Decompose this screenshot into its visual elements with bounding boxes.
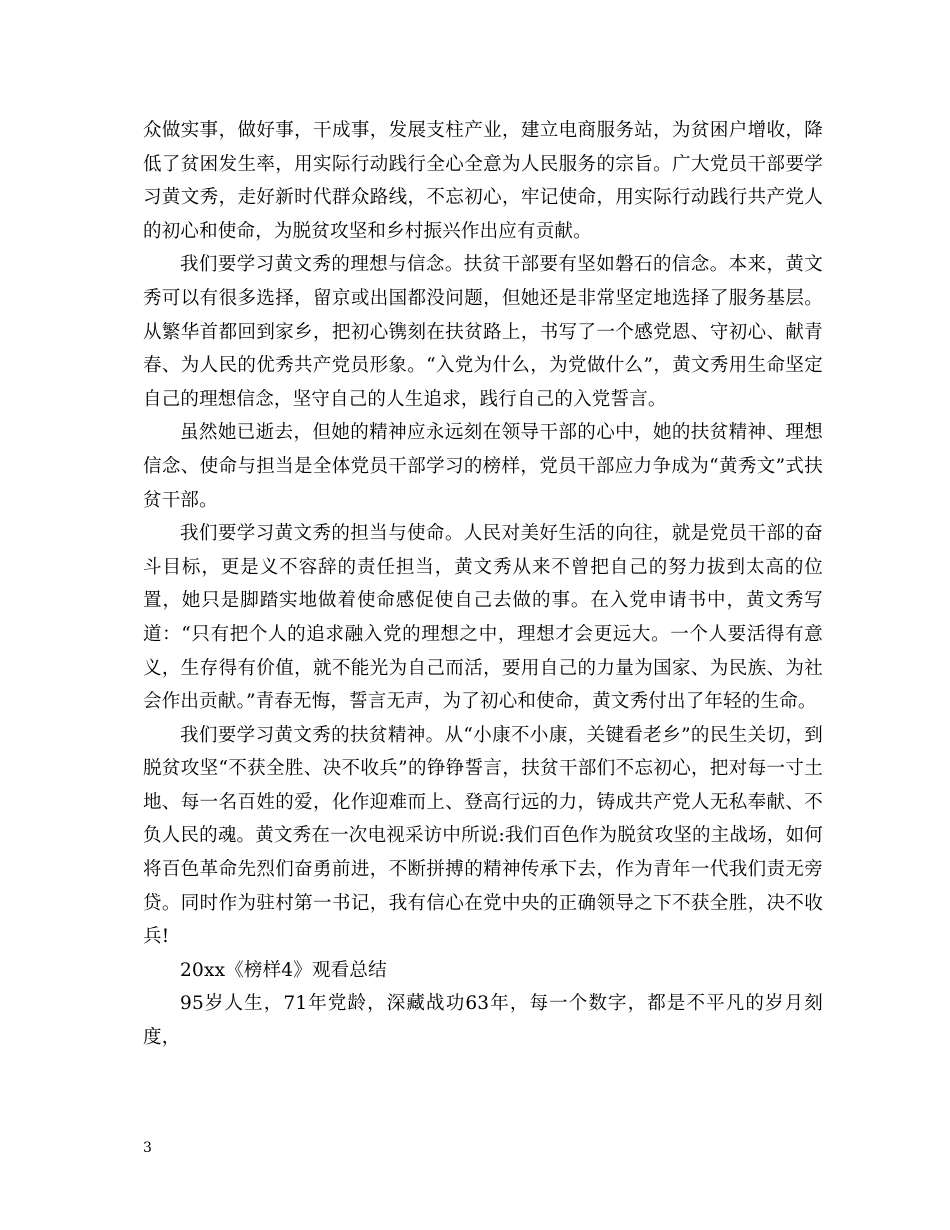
document-body	[143, 114, 823, 1055]
paragraph-ideals-and-beliefs: 我们要学习黄文秀的理想与信念。扶贫干部要有坚如磐石的信念。本来，黄文秀可以有很多选择，留京或出国都没问题，但她还是非常坚定地选择了服务基层。从繁华首都回到家乡，把初心镌刻在扶贫路上，书写了一个感党恩、守初心、献青春、为人民的优秀共产党员形象。“入党为什么，为党做什么”，黄文秀用生命坚定自己的理想信念，坚守自己的人生追求，践行自己的入党誓言。	[143, 254, 823, 410]
paragraph-poverty-alleviation-spirit: 我们要学习黄文秀的扶贫精神。从“小康不小康，关键看老乡”的民生关切，到脱贫攻坚“不获全胜、决不收兵”的铮铮誓言，扶贫干部们不忘初心，把对每一寸土地、每一名百姓的爱，化作迎难而上、登高行远的力，铸成共产党人无私奉献、不负人民的魂。黄文秀在一次电视采访中所说:我们百色作为脱贫攻坚的主战场，如何将百色革命先烈们奋勇前进，不断拼搏的精神传承下去，作为青年一代我们责无旁贷。同时作为驻村第一书记，我有信心在党中央的正确领导之下不获全胜，决不收兵!	[143, 724, 823, 948]
section-title: 20xx《榜样4》观看总结	[180, 959, 387, 981]
paragraph-legacy: 虽然她已逝去，但她的精神应永远刻在领导干部的心中，她的扶贫精神、理想信念、使命与担当是全体党员干部学习的榜样，党员干部应力争成为“黄秀文”式扶贫干部。	[143, 422, 823, 511]
paragraph-opening-line: 95岁人生，71年党龄，深藏战功63年，每一个数字，都是不平凡的岁月刻度，	[143, 993, 823, 1049]
page-number: 3	[143, 1140, 152, 1156]
paragraph-continuation: 众做实事，做好事，干成事，发展支柱产业，建立电商服务站，为贫困户增收，降低了贫困发生率，用实际行动践行全心全意为人民服务的宗旨。广大党员干部要学习黄文秀，走好新时代群众路线，不忘初心，牢记使命，用实际行动践行共产党人的初心和使命，为脱贫攻坚和乡村振兴作出应有贡献。	[143, 120, 823, 242]
paragraph-responsibility-and-mission: 我们要学习黄文秀的担当与使命。人民对美好生活的向往，就是党员干部的奋斗目标，更是义不容辞的责任担当，黄文秀从来不曾把自己的努力拔到太高的位置，她只是脚踏实地做着使命感促使自己去做的事。在入党申请书中，黄文秀写道：“只有把个人的追求融入党的理想之中，理想才会更远大。一个人要活得有意义，生存得有价值，就不能光为自己而活，要用自己的力量为国家、为民族、为社会作出贡献。”青春无悔，誓言无声，为了初心和使命，黄文秀付出了年轻的生命。	[143, 523, 823, 713]
